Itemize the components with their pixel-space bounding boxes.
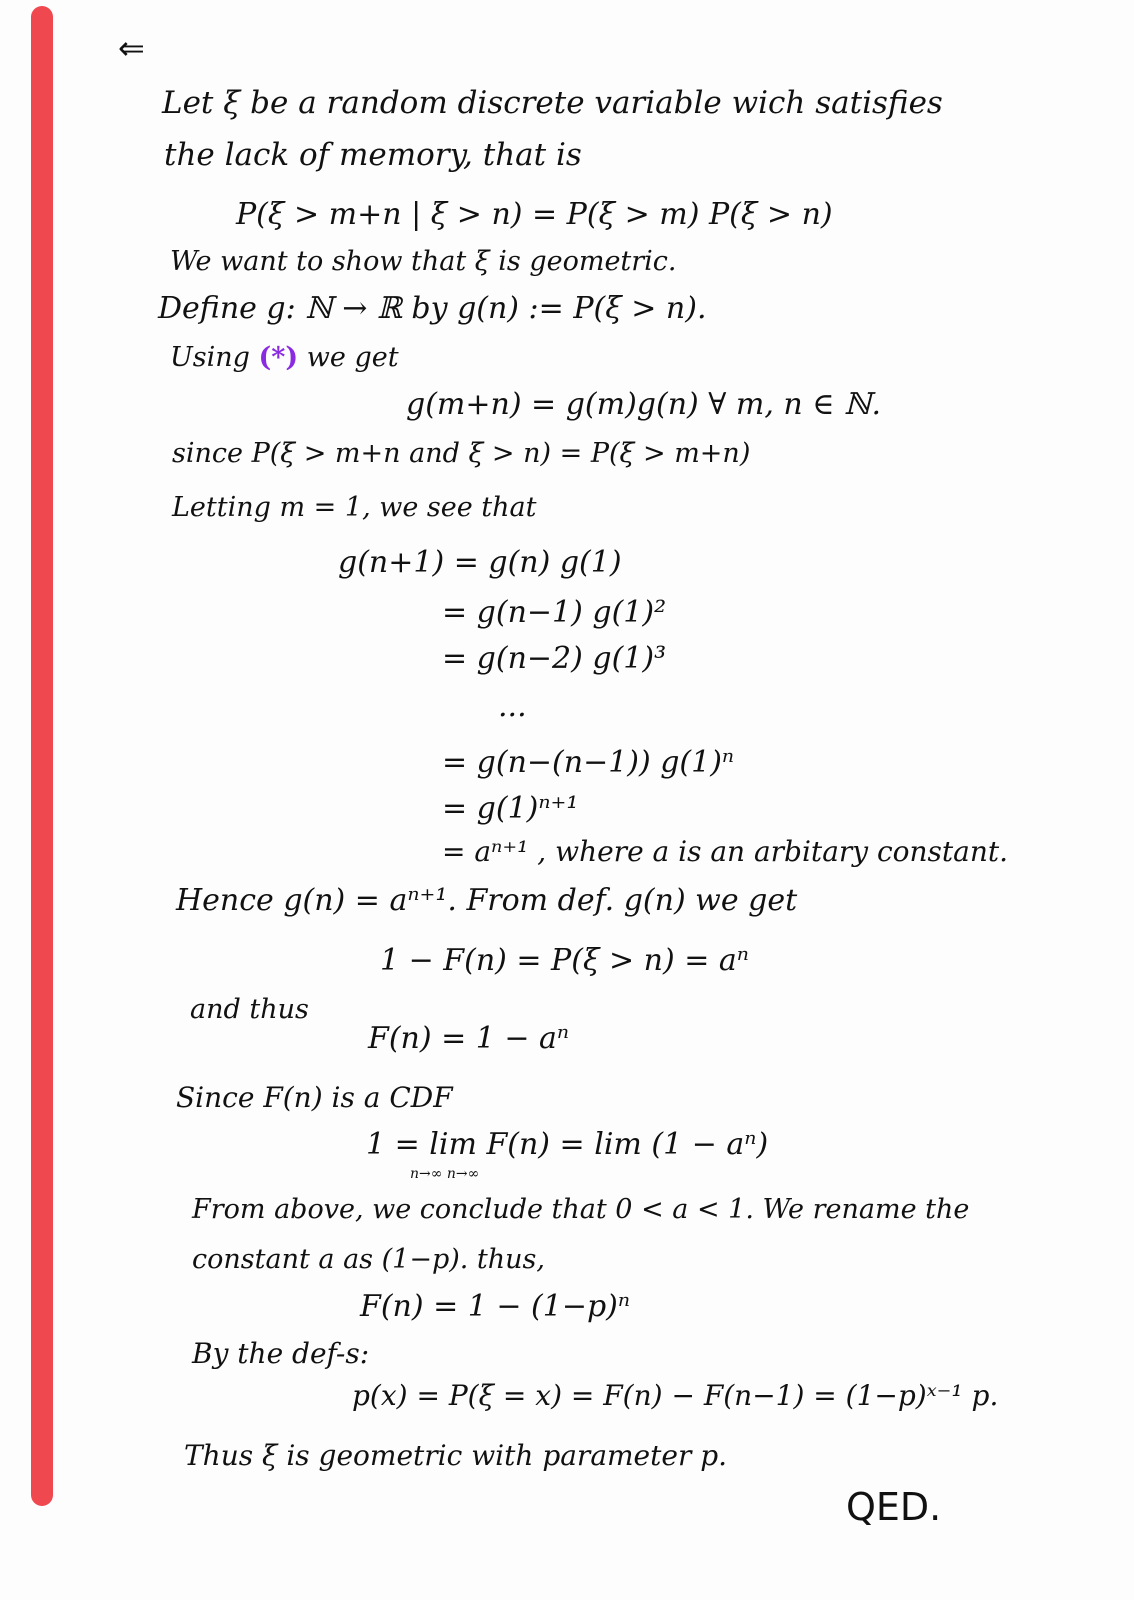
reference-mark: (*) — [258, 342, 299, 373]
equation-line: = g(n−2) g(1)³ — [442, 641, 667, 676]
text-fragment: Using — [170, 342, 250, 373]
equation-line: F(n) = 1 − (1−p)ⁿ — [360, 1289, 631, 1324]
qed-mark: QED. — [846, 1485, 942, 1529]
text-line — [170, 342, 399, 373]
text-fragment: we get — [306, 342, 399, 373]
equation-line: = g(n−(n−1)) g(1)ⁿ — [442, 745, 735, 780]
text-line: constant a as (1−p). thus, — [192, 1244, 545, 1275]
text-line: Letting m = 1, we see that — [172, 492, 537, 523]
equation-line: F(n) = 1 − aⁿ — [368, 1021, 570, 1056]
equation-line: = g(1)ⁿ⁺¹ — [442, 791, 579, 826]
text-line: By the def-s: — [192, 1337, 370, 1370]
text-line: Hence g(n) = aⁿ⁺¹. From def. g(n) we get — [176, 883, 798, 918]
equation-line: 1 − F(n) = P(ξ > n) = aⁿ — [380, 943, 749, 978]
equation-line: P(ξ > m+n | ξ > n) = P(ξ > m) P(ξ > n) — [236, 197, 833, 232]
text-line: Since F(n) is a CDF — [176, 1081, 453, 1114]
text-line: Let ξ be a random discrete variable wich satisfies — [162, 85, 943, 121]
equation-line: g(m+n) = g(m)g(n) ∀ m, n ∈ ℕ. — [406, 387, 881, 422]
equation-line: = g(n−1) g(1)² — [442, 595, 667, 630]
margin-bar — [31, 6, 53, 1506]
text-line: and thus — [190, 994, 309, 1025]
back-arrow-icon[interactable]: ⇐ — [118, 29, 145, 67]
ellipsis: ... — [498, 689, 527, 724]
text-line: We want to show that ξ is geometric. — [170, 246, 677, 277]
text-line: From above, we conclude that 0 < a < 1. We rename the — [192, 1194, 970, 1225]
equation-line: 1 = lim F(n) = lim (1 − aⁿ) — [366, 1127, 769, 1162]
text-line: Define g: ℕ → ℝ by g(n) := P(ξ > n). — [158, 291, 707, 326]
text-line: Thus ξ is geometric with parameter p. — [184, 1439, 728, 1472]
text-line: the lack of memory, that is — [164, 137, 582, 173]
equation-line: p(x) = P(ξ = x) = F(n) − F(n−1) = (1−p)ˣ⁻¹ p. — [352, 1379, 999, 1412]
equation-line: g(n+1) = g(n) g(1) — [338, 545, 622, 580]
equation-line: = aⁿ⁺¹ , where a is an arbitary constant. — [442, 835, 1009, 868]
text-line: since P(ξ > m+n and ξ > n) = P(ξ > m+n) — [172, 438, 751, 469]
limit-subscript: n→∞ n→∞ — [410, 1166, 480, 1182]
